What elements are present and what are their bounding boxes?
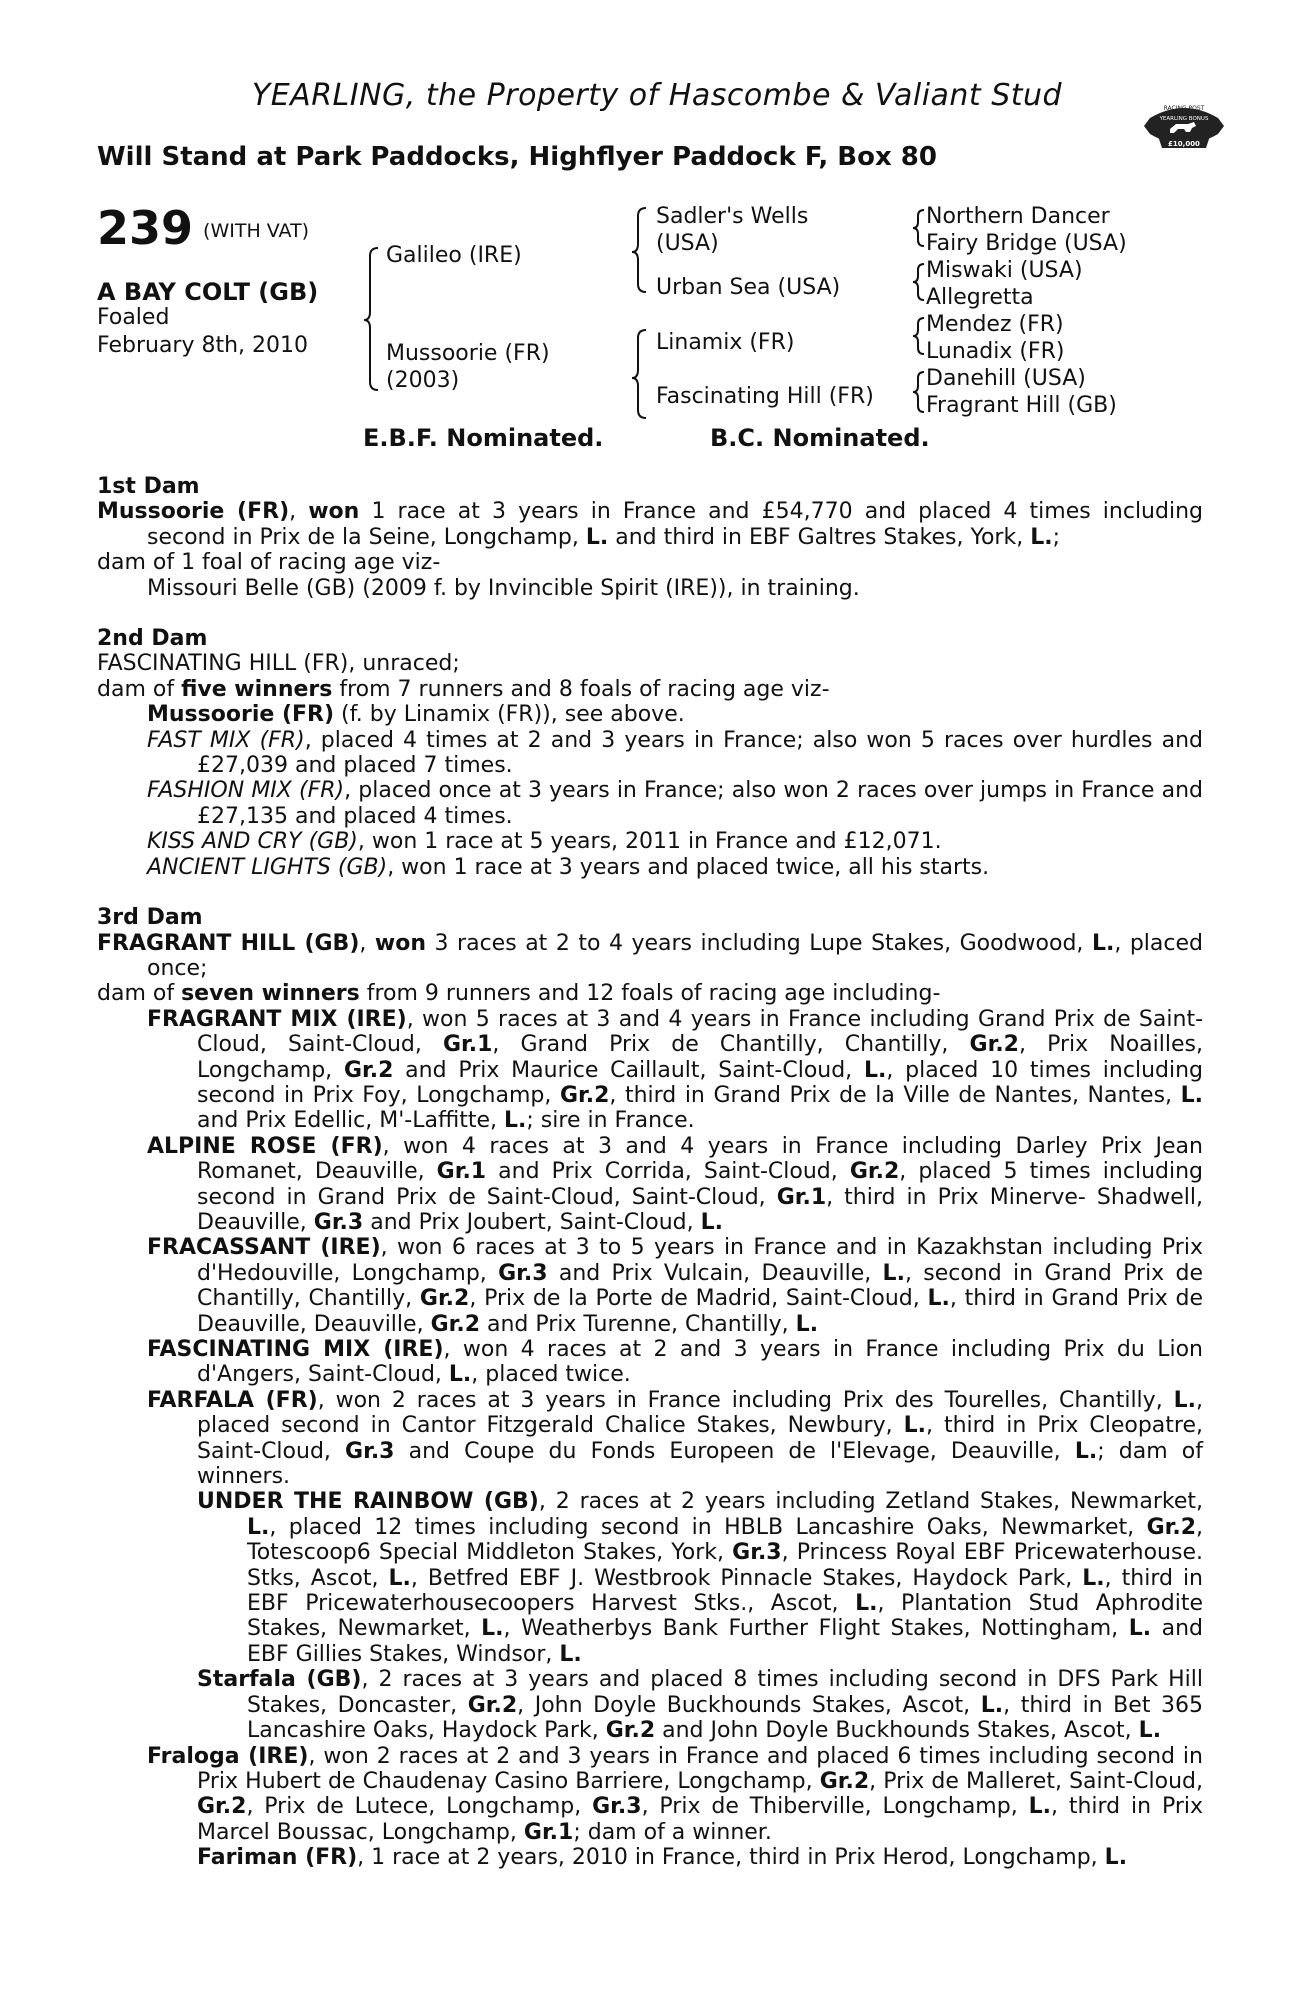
pedigree-dam: Mussoorie (FR) bbox=[386, 341, 550, 366]
second-dam-offspring: KISS AND CRY (GB), won 1 race at 5 years, 2011 in France and £12,071. bbox=[147, 829, 942, 855]
bc-nominated: B.C. Nominated. bbox=[710, 424, 930, 452]
pedigree-dsd: Lunadix (FR) bbox=[926, 339, 1065, 364]
second-dam-offspring: FASHION MIX (FR), placed once at 3 years in France; also won 2 races over jumps in France and £27,135 and placed 4 times. bbox=[147, 778, 1203, 829]
pedigree-dds: Danehill (USA) bbox=[926, 366, 1086, 391]
pedigree-sire: Galileo (IRE) bbox=[386, 243, 522, 268]
pedigree-sds: Miswaki (USA) bbox=[926, 258, 1083, 283]
page-title: YEARLING, the Property of Hascombe & Valiant Stud bbox=[251, 78, 1063, 113]
pedigree-sire-sire-country: (USA) bbox=[656, 231, 719, 256]
second-dam-offspring: FAST MIX (FR), placed 4 times at 2 and 3 years in France; also won 5 races over hurdles and £27,039 and placed 7 times. bbox=[147, 727, 1204, 779]
third-dam-offspring: FASCINATING MIX (IRE), won 4 races at 2 and 3 years in France including Prix du Lion d'Angers, Saint-Cloud, L., placed twice. bbox=[147, 1337, 1203, 1388]
second-dam-heading: 2nd Dam bbox=[97, 626, 208, 652]
pedigree-dam-dam: Fascinating Hill (FR) bbox=[656, 384, 874, 409]
second-dam-produce-summary: dam of five winners from 7 runners and 8 foals of racing age viz- bbox=[97, 676, 830, 702]
pedigree-dam-year: (2003) bbox=[386, 368, 460, 393]
badge-mid-text: YEARLING BONUS bbox=[1159, 116, 1209, 122]
pedigree-dss: Mendez (FR) bbox=[926, 312, 1064, 337]
grand-offspring: Fariman (FR), 1 race at 2 years, 2010 in France, third in Prix Herod, Longchamp, L. bbox=[197, 1845, 1128, 1871]
lot-name: A BAY COLT (GB) bbox=[97, 278, 319, 306]
lot-number-value: 239 bbox=[97, 201, 194, 255]
foaled-label: Foaled bbox=[97, 305, 170, 330]
foaled-date: February 8th, 2010 bbox=[97, 333, 309, 358]
grand-offspring: UNDER THE RAINBOW (GB), 2 races at 2 years including Zetland Stakes, Newmarket, L., placed 12 times including second in HBLB Lancashire Oaks, Newmarket, Gr.2, Totescoop6 Special Middleton Stakes, York, Gr.3, Princess Royal EBF Pricewaterhouse. Stks, Ascot, L., Betfred EBF J. Westbrook Pinnacle Stakes, Haydock Park, L., third in EBF Pricewaterhousecoopers Harvest Stks., Ascot, L., Plantation Stud Aphrodite Stakes, Newmarket, L., Weatherbys Bank Further Flight Stakes, Nottingham, L. and EBF Gillies Stakes, Windsor, L. bbox=[197, 1489, 1204, 1667]
second-dam-offspring: ANCIENT LIGHTS (GB), won 1 race at 3 years and placed twice, all his starts. bbox=[147, 854, 990, 880]
badge-top-text: RACING POST bbox=[1163, 105, 1205, 112]
third-dam-offspring: ALPINE ROSE (FR), won 4 races at 3 and 4 years in France including Darley Prix Jean Romanet, Deauville, Gr.1 and Prix Corrida, Saint-Cloud, Gr.2, placed 5 times including second in Grand Prix de Saint-Cloud, Saint-Cloud, Gr.1, third in Prix Minerve- Shadwell, Deauville, Gr.3 and Prix Joubert, Saint-Cloud, L. bbox=[147, 1133, 1204, 1235]
first-dam-record: Mussoorie (FR), won 1 race at 3 years in France and £54,770 and placed 4 times including second in Prix de la Seine, Longchamp, L. and third in EBF Galtres Stakes, York, L.; bbox=[97, 499, 1203, 550]
third-dam-offspring: FRAGRANT MIX (IRE), won 5 races at 3 and 4 years in France including Grand Prix de Saint-Cloud, Saint-Cloud, Gr.1, Grand Prix de Chantilly, Chantilly, Gr.2, Prix Noailles, Longchamp, Gr.2 and Prix Maurice Caillault, Saint-Cloud, L., placed 10 times including second in Prix Foy, Longchamp, Gr.2, third in Grand Prix de la Ville de Nantes, Nantes, L. and Prix Edellic, M'-Laffitte, L.; sire in France. bbox=[147, 1006, 1204, 1134]
third-dam-offspring: Fraloga (IRE), won 2 races at 2 and 3 years in France and placed 6 times including second in Prix Hubert de Chaudenay Casino Barriere, Longchamp, Gr.2, Prix de Malleret, Saint-Cloud, Gr.2, Prix de Lutece, Longchamp, Gr.3, Prix de Thiberville, Longchamp, L., third in Prix Marcel Boussac, Longchamp, Gr.1; dam of a winner. bbox=[147, 1743, 1204, 1845]
pedigree-sire-sire: Sadler's Wells bbox=[656, 204, 809, 229]
pedigree-sire-dam: Urban Sea (USA) bbox=[656, 275, 841, 300]
third-dam-produce-summary: dam of seven winners from 9 runners and 12 foals of racing age including- bbox=[97, 981, 941, 1007]
third-dam-heading: 3rd Dam bbox=[97, 905, 203, 931]
catalogue-body bbox=[97, 474, 1203, 1871]
grand-offspring: Starfala (GB), 2 races at 3 years and placed 8 times including second in DFS Park Hill Stakes, Doncaster, Gr.2, John Doyle Buckhounds Stakes, Ascot, L., third in Bet 365 Lancashire Oaks, Haydock Park, Gr.2 and John Doyle Buckhounds Stakes, Ascot, L. bbox=[197, 1667, 1203, 1744]
pedigree-dam-sire: Linamix (FR) bbox=[656, 330, 795, 355]
pedigree-sss: Northern Dancer bbox=[926, 204, 1110, 229]
third-dam-record: FRAGRANT HILL (GB), won 3 races at 2 to 4 years including Lupe Stakes, Goodwood, L., placed once; bbox=[97, 930, 1203, 981]
first-dam-foal: Missouri Belle (GB) (2009 f. by Invincible Spirit (IRE)), in training. bbox=[147, 575, 860, 601]
badge-amount: £10,000 bbox=[1168, 140, 1200, 148]
second-dam-offspring: Mussoorie (FR) (f. by Linamix (FR)), see above. bbox=[147, 702, 685, 728]
second-dam-name: FASCINATING HILL (FR), unraced; bbox=[97, 651, 460, 677]
pedigree-sdd: Allegretta bbox=[926, 285, 1034, 310]
third-dam-offspring: FARFALA (FR), won 2 races at 3 years in France including Prix des Tourelles, Chantilly, L., placed second in Cantor Fitzgerald Chalice Stakes, Newbury, L., third in Prix Cleopatre, Saint-Cloud, Gr.3 and Coupe du Fonds Europeen de l'Elevage, Deauville, L.; dam of winners. bbox=[147, 1387, 1203, 1490]
stand-location: Will Stand at Park Paddocks, Highflyer Paddock F, Box 80 bbox=[97, 142, 937, 172]
vat-label: (WITH VAT) bbox=[203, 220, 310, 242]
pedigree-ssd: Fairy Bridge (USA) bbox=[926, 231, 1127, 256]
third-dam-offspring: FRACASSANT (IRE), won 6 races at 3 to 5 years in France and in Kazakhstan including Prix d'Hedouville, Longchamp, Gr.3 and Prix Vulcain, Deauville, L., second in Grand Prix de Chantilly, Chantilly, Gr.2, Prix de la Porte de Madrid, Saint-Cloud, L., third in Grand Prix de Deauville, Deauville, Gr.2 and Prix Turenne, Chantilly, L. bbox=[147, 1235, 1204, 1337]
first-dam-produce-summary: dam of 1 foal of racing age viz- bbox=[97, 550, 441, 576]
ebf-nominated: E.B.F. Nominated. bbox=[363, 424, 604, 452]
first-dam-heading: 1st Dam bbox=[97, 474, 200, 499]
pedigree-ddd: Fragrant Hill (GB) bbox=[926, 393, 1117, 418]
